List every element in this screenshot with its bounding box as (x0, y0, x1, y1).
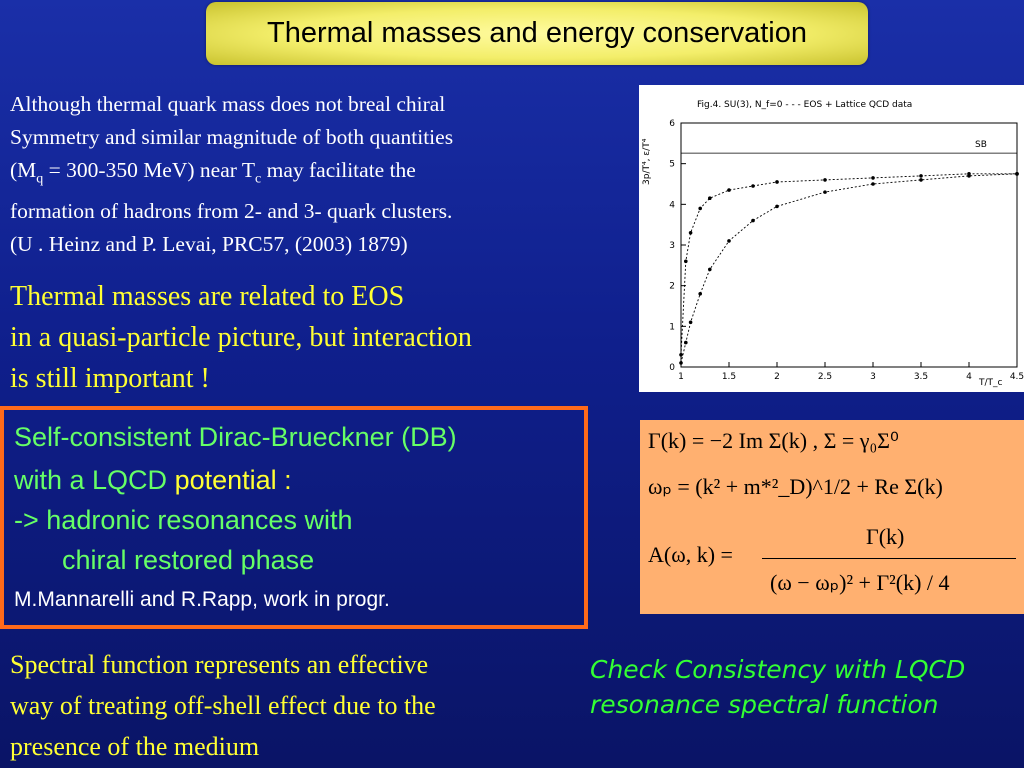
series-2-point (919, 178, 923, 182)
db-citation: M.Mannarelli and R.Rapp, work in progr. (14, 588, 390, 611)
x-tick-label: 3.5 (913, 372, 929, 382)
x-tick-label: 2 (774, 372, 780, 382)
arrow-icon: -> (14, 505, 39, 535)
slide-title: Thermal masses and energy conservation (267, 17, 807, 49)
x-tick-label: 4 (966, 372, 972, 382)
eos-line-2: in a quasi-particle picture, but interaction (10, 322, 472, 353)
series-2-point (689, 320, 693, 324)
formula-omega: ωₚ = (k² + m*²_D)^1/2 + Re Σ(k) (648, 474, 943, 499)
series-line-1 (681, 174, 1017, 355)
fraction-bar (762, 558, 1016, 559)
chart-title: Fig.4. SU(3), N_f=0 - - - EOS + Lattice QCD data (697, 100, 913, 110)
y-tick-label: 6 (669, 119, 675, 129)
intro-line-2: Symmetry and similar magnitude of both quantities (10, 125, 454, 149)
series-2-point (708, 268, 712, 272)
y-tick-label: 0 (669, 363, 675, 373)
series-1-point (775, 180, 779, 184)
series-line-2 (681, 174, 1017, 363)
series-1-point (689, 231, 693, 235)
series-2-point (679, 361, 683, 365)
chart-xlabel: T/T_c (979, 378, 1003, 388)
check-line-2: resonance spectral function (590, 690, 939, 719)
series-2-point (967, 174, 971, 178)
series-2-point (684, 341, 688, 345)
x-tick-label: 1.5 (721, 372, 737, 382)
series-1-point (727, 188, 731, 192)
sb-annotation: SB (975, 140, 987, 151)
eos-paragraph (10, 276, 610, 399)
intro-citation: (U . Heinz and P. Levai, PRC57, (2003) 1879) (10, 232, 408, 257)
eos-chart-svg (639, 85, 1024, 392)
formula-width: Γ(k) = −2 Im Σ(k) , Σ = γ₀Σ⁰ (648, 428, 899, 453)
x-tick-label: 2.5 (817, 372, 833, 382)
check-line-1: Check Consistency with LQCD (590, 655, 966, 684)
series-2-point (823, 190, 827, 194)
series-2-point (775, 205, 779, 209)
db-line-4: chiral restored phase (62, 545, 315, 575)
db-line-2: with a LQCD potential : (14, 465, 292, 495)
x-tick-label: 4.5 (1009, 372, 1024, 382)
series-1-point (871, 176, 875, 180)
x-tick-label: 3 (870, 372, 876, 382)
db-line-3: -> hadronic resonances with (14, 505, 353, 535)
x-tick-label: 1 (678, 372, 684, 382)
eos-line-3: is still important ! (10, 363, 210, 394)
series-2-point (871, 182, 875, 186)
formula-spectral-den: (ω − ωₚ)² + Γ²(k) / 4 (770, 570, 950, 595)
db-line-1: Self-consistent Dirac-Brueckner (DB) (14, 422, 457, 452)
series-1-point (684, 259, 688, 263)
series-2-point (727, 239, 731, 243)
y-tick-label: 2 (669, 281, 675, 292)
eos-line-1: Thermal masses are related to EOS (10, 281, 405, 312)
series-2-point (698, 292, 702, 296)
formula-box (640, 420, 1024, 614)
series-1-point (751, 184, 755, 188)
series-1-point (708, 196, 712, 200)
spectral-paragraph (10, 644, 610, 767)
chart-ylabel: 3p/T⁴, ε/T⁴ (642, 138, 652, 185)
spectral-line-2: way of treating off-shell effect due to the (10, 691, 436, 720)
y-tick-label: 1 (669, 322, 675, 333)
db-box (0, 406, 588, 629)
title-banner (206, 2, 868, 65)
check-consistency-note (590, 652, 965, 722)
series-1-point (698, 207, 702, 211)
series-1-point (679, 353, 683, 357)
intro-line-4: formation of hadrons from 2- and 3- quark clusters. (10, 199, 453, 224)
intro-line-3: ($M_q = 300-350$ MeV) near $T_c$ may facilitate the (10, 158, 416, 187)
series-1-point (919, 174, 923, 178)
plot-frame (681, 123, 1017, 367)
eos-plot (639, 85, 1024, 392)
spectral-line-1: Spectral function represents an effective (10, 650, 429, 679)
series-2-point (1015, 172, 1019, 176)
formula-spectral-lhs: A(ω, k) = (648, 542, 733, 567)
formula-spectral-num: Γ(k) (866, 524, 905, 549)
spectral-line-3: presence of the medium (10, 732, 260, 761)
intro-paragraph (10, 88, 610, 261)
series-1-point (823, 178, 827, 182)
y-tick-label: 4 (669, 200, 675, 211)
y-tick-label: 3 (669, 241, 675, 251)
intro-line-1: Although thermal quark mass does not breal chiral (10, 92, 446, 116)
series-2-point (751, 219, 755, 223)
y-tick-label: 5 (669, 159, 675, 170)
